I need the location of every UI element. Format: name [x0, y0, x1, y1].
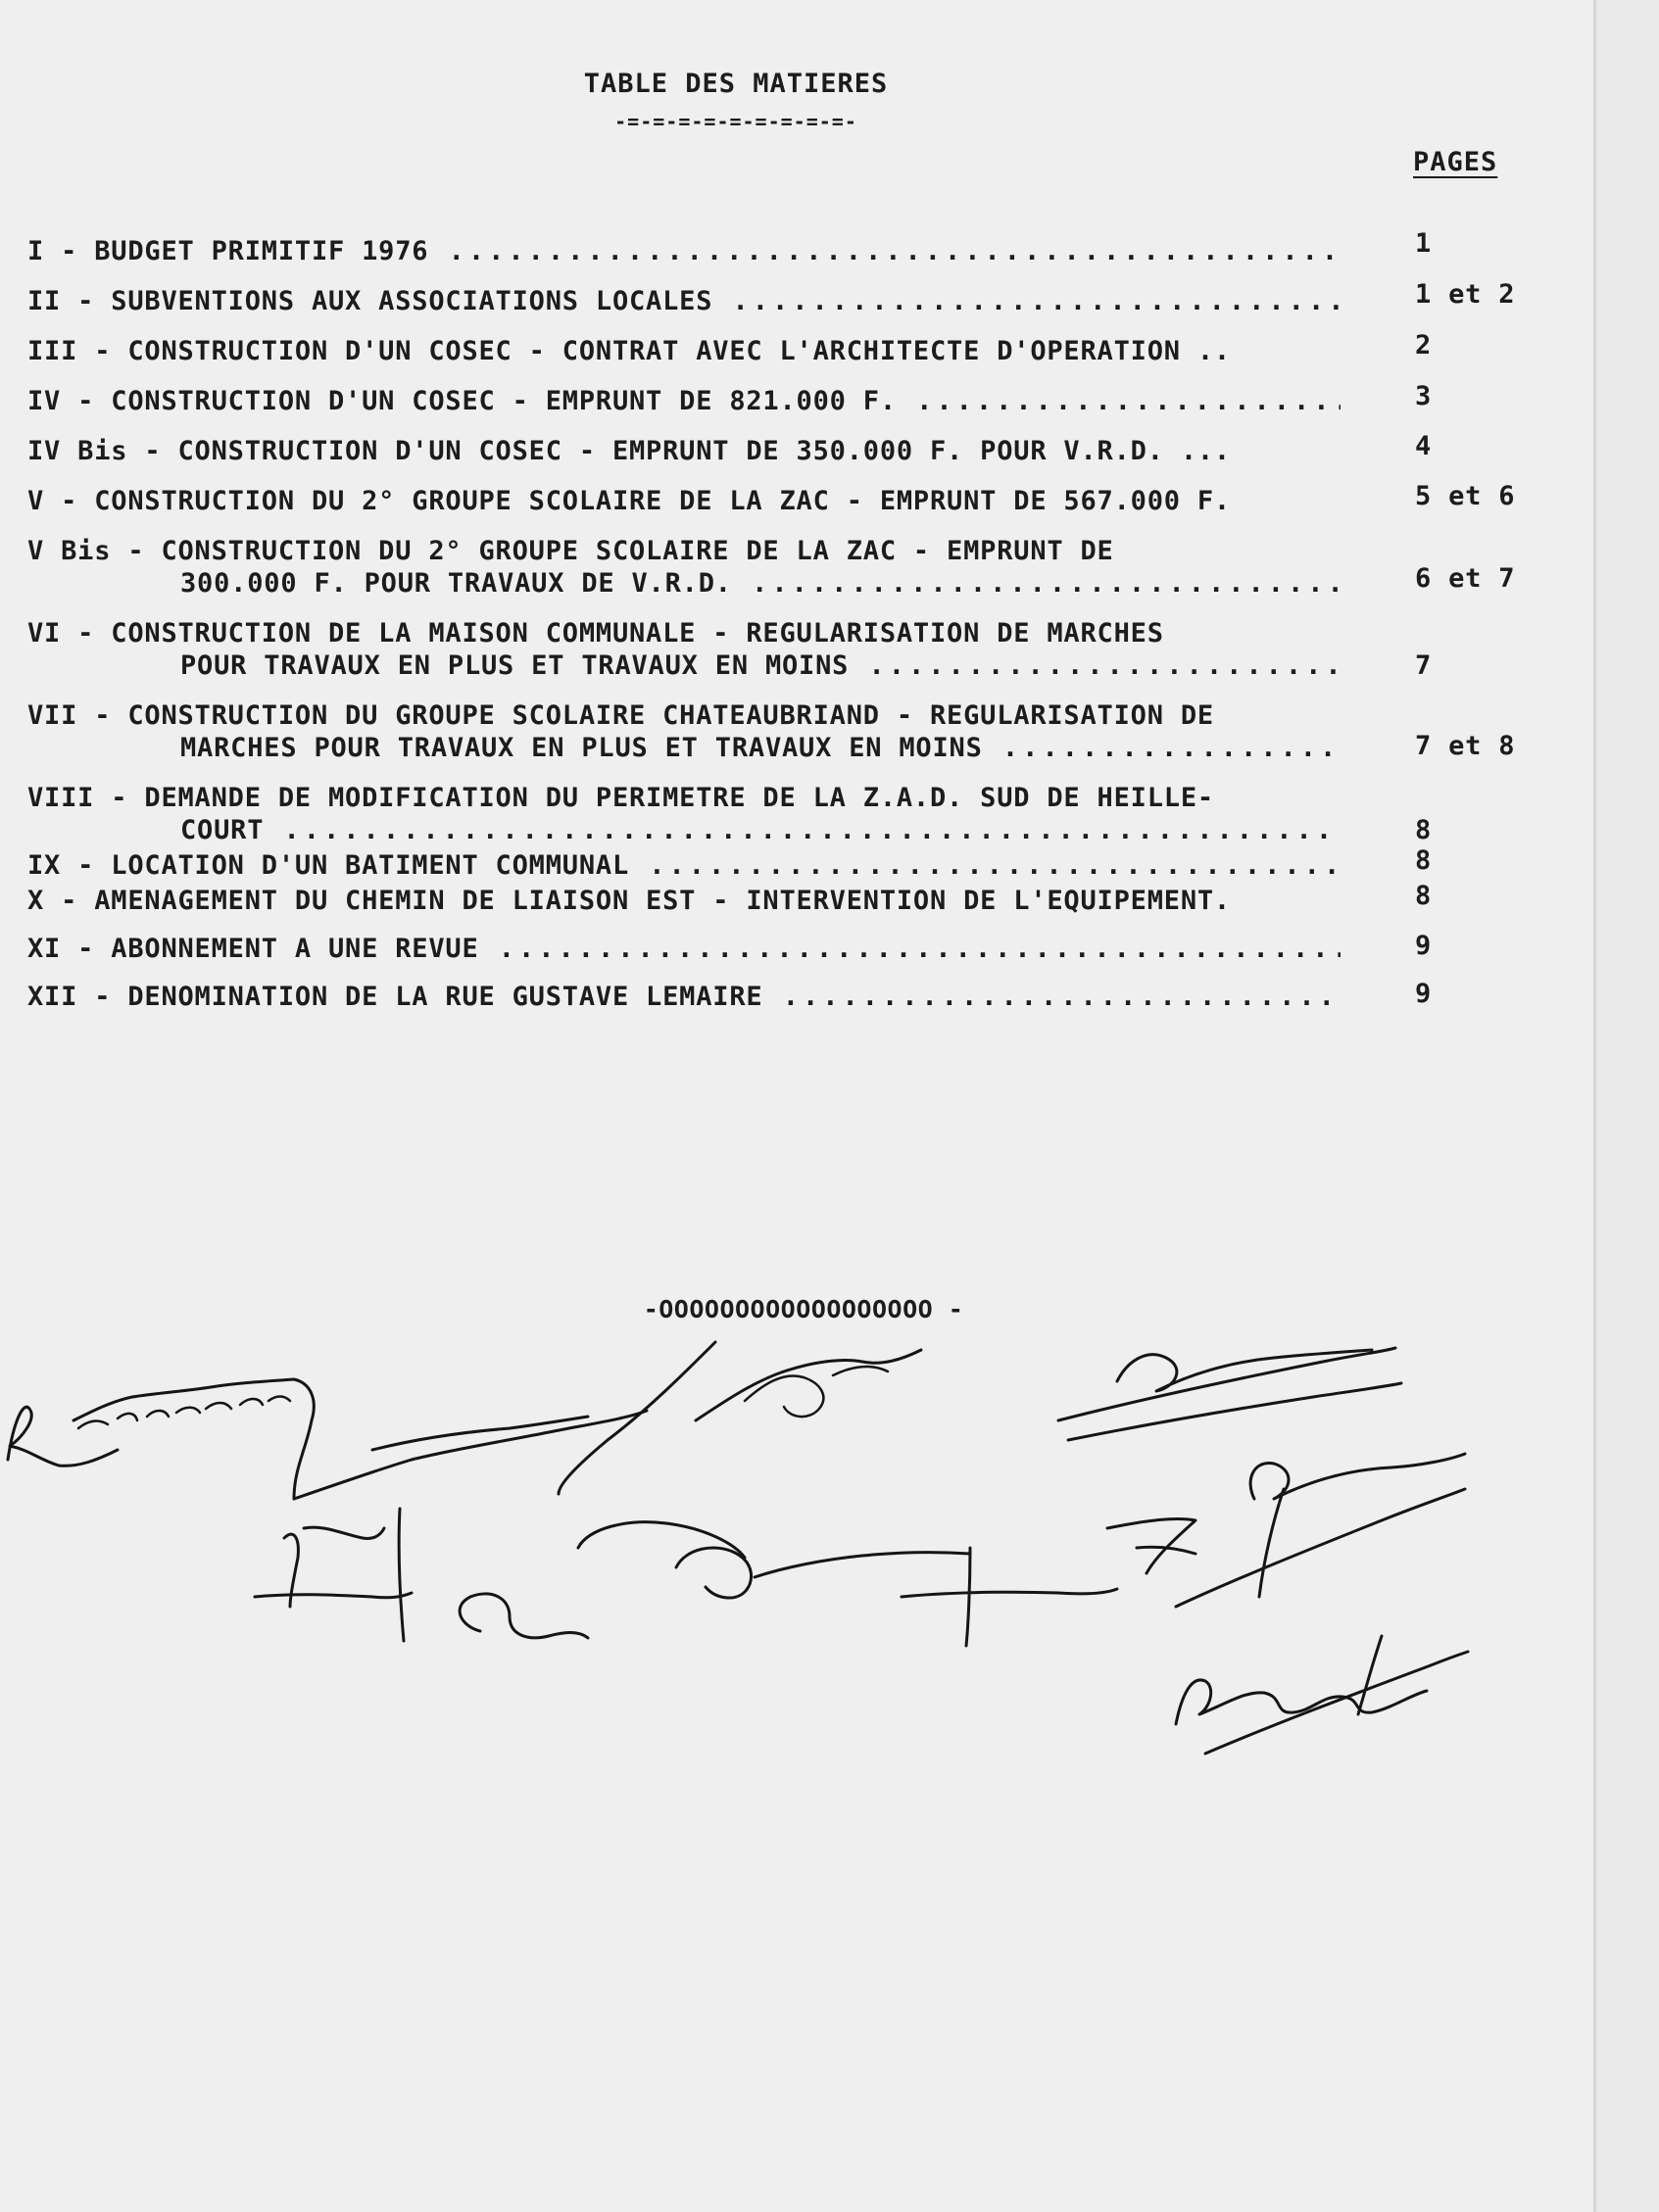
toc-entry — [27, 933, 1576, 965]
signatures-block — [0, 1303, 1607, 1812]
signature-6 — [578, 1522, 1117, 1646]
toc-entry-title: IV - CONSTRUCTION D'UN COSEC - EMPRUNT DE 821.000 F. ..... — [27, 385, 1341, 417]
toc-entry-page: 8 — [1415, 881, 1433, 911]
toc-entry-page: 7 — [1415, 650, 1433, 681]
toc-entry-title: X - AMENAGEMENT DU CHEMIN DE LIAISON EST - INTERVENTION DE L'EQUIPEMENT. — [27, 886, 1231, 916]
toc-entry-page: 4 — [1415, 431, 1433, 461]
toc-entry — [27, 881, 1576, 917]
toc-entry — [27, 617, 1576, 682]
toc-entry-page: 5 et 6 — [1415, 481, 1516, 511]
toc-entry-page: 1 et 2 — [1415, 279, 1516, 310]
toc-entry — [27, 981, 1576, 1013]
toc-entry-title-continuation: POUR TRAVAUX EN PLUS ET TRAVAUX EN MOINS ..... — [27, 649, 1341, 682]
toc-entry-title: I - BUDGET PRIMITIF 1976 ..... — [27, 235, 1341, 267]
signature-7 — [1107, 1454, 1465, 1607]
toc-entry-page: 8 — [1415, 815, 1433, 845]
toc-entry-title: II - SUBVENTIONS AUX ASSOCIATIONS LOCALES ..... — [27, 285, 1341, 317]
toc-entry — [27, 330, 1576, 367]
toc-entry-title: III - CONSTRUCTION D'UN COSEC - CONTRAT AVEC L'ARCHITECTE D'OPERATION .. — [27, 336, 1231, 366]
title-underline: -=-=-=-=-=-=-=-=-=- — [614, 110, 857, 133]
toc-entry-title-continuation: 300.000 F. POUR TRAVAUX DE V.R.D. ..... — [27, 567, 1341, 600]
section-separator: -OOOOOOOOOOOOOOOOOO - — [643, 1295, 964, 1323]
toc-entry-title: V - CONSTRUCTION DU 2° GROUPE SCOLAIRE DE LA ZAC - EMPRUNT DE 567.000 F. — [27, 486, 1231, 516]
toc-entry — [27, 535, 1576, 600]
toc-entry-title: VII - CONSTRUCTION DU GROUPE SCOLAIRE CHATEAUBRIAND - REGULARISATION DE — [27, 700, 1214, 731]
toc-entry-page: 9 — [1415, 979, 1433, 1009]
toc-entry-title: IV Bis - CONSTRUCTION D'UN COSEC - EMPRUNT DE 350.000 F. POUR V.R.D. ... — [27, 436, 1231, 466]
toc-entry-title: VI - CONSTRUCTION DE LA MAISON COMMUNALE - REGULARISATION DE MARCHES — [27, 618, 1164, 649]
table-of-contents — [27, 228, 1576, 1012]
page-edge — [1593, 0, 1596, 2212]
toc-entry — [27, 228, 1576, 267]
signature-8 — [1176, 1636, 1468, 1754]
signature-4 — [1058, 1348, 1401, 1440]
toc-entry-page: 7 et 8 — [1415, 731, 1516, 761]
toc-entry — [27, 699, 1576, 764]
toc-entry-title: VIII - DEMANDE DE MODIFICATION DU PERIMETRE DE LA Z.A.D. SUD DE HEILLE- — [27, 783, 1214, 813]
toc-entry — [27, 279, 1576, 317]
signature-1 — [8, 1379, 314, 1499]
signature-3 — [696, 1350, 921, 1420]
document-title: TABLE DES MATIERES — [583, 69, 889, 99]
toc-entry-page: 9 — [1415, 931, 1433, 961]
toc-entry-title: IX - LOCATION D'UN BATIMENT COMMUNAL ..... — [27, 849, 1341, 882]
toc-entry-title: V Bis - CONSTRUCTION DU 2° GROUPE SCOLAIRE DE LA ZAC - EMPRUNT DE — [27, 536, 1114, 566]
toc-entry-page: 6 et 7 — [1415, 563, 1516, 594]
toc-entry-title: XII - DENOMINATION DE LA RUE GUSTAVE LEMAIRE ..... — [27, 981, 1341, 1013]
toc-entry — [27, 845, 1576, 882]
toc-entry-page: 1 — [1415, 228, 1433, 259]
signature-5 — [255, 1509, 588, 1641]
toc-entry — [27, 782, 1576, 846]
toc-entry-title-continuation: MARCHES POUR TRAVAUX EN PLUS ET TRAVAUX EN MOINS ..... — [27, 732, 1341, 764]
toc-entry — [27, 381, 1576, 417]
toc-entry — [27, 481, 1576, 517]
toc-entry-page: 8 — [1415, 845, 1433, 876]
toc-entry-page: 3 — [1415, 381, 1433, 411]
pages-column-header: PAGES — [1413, 147, 1498, 177]
toc-entry-title-continuation: COURT ..... — [27, 814, 1341, 846]
signature-2 — [294, 1342, 715, 1499]
adjacent-page-shadow — [1596, 0, 1659, 2212]
toc-entry-page: 2 — [1415, 330, 1433, 361]
toc-entry-title: XI - ABONNEMENT A UNE REVUE ..... — [27, 933, 1341, 965]
toc-entry — [27, 431, 1576, 467]
